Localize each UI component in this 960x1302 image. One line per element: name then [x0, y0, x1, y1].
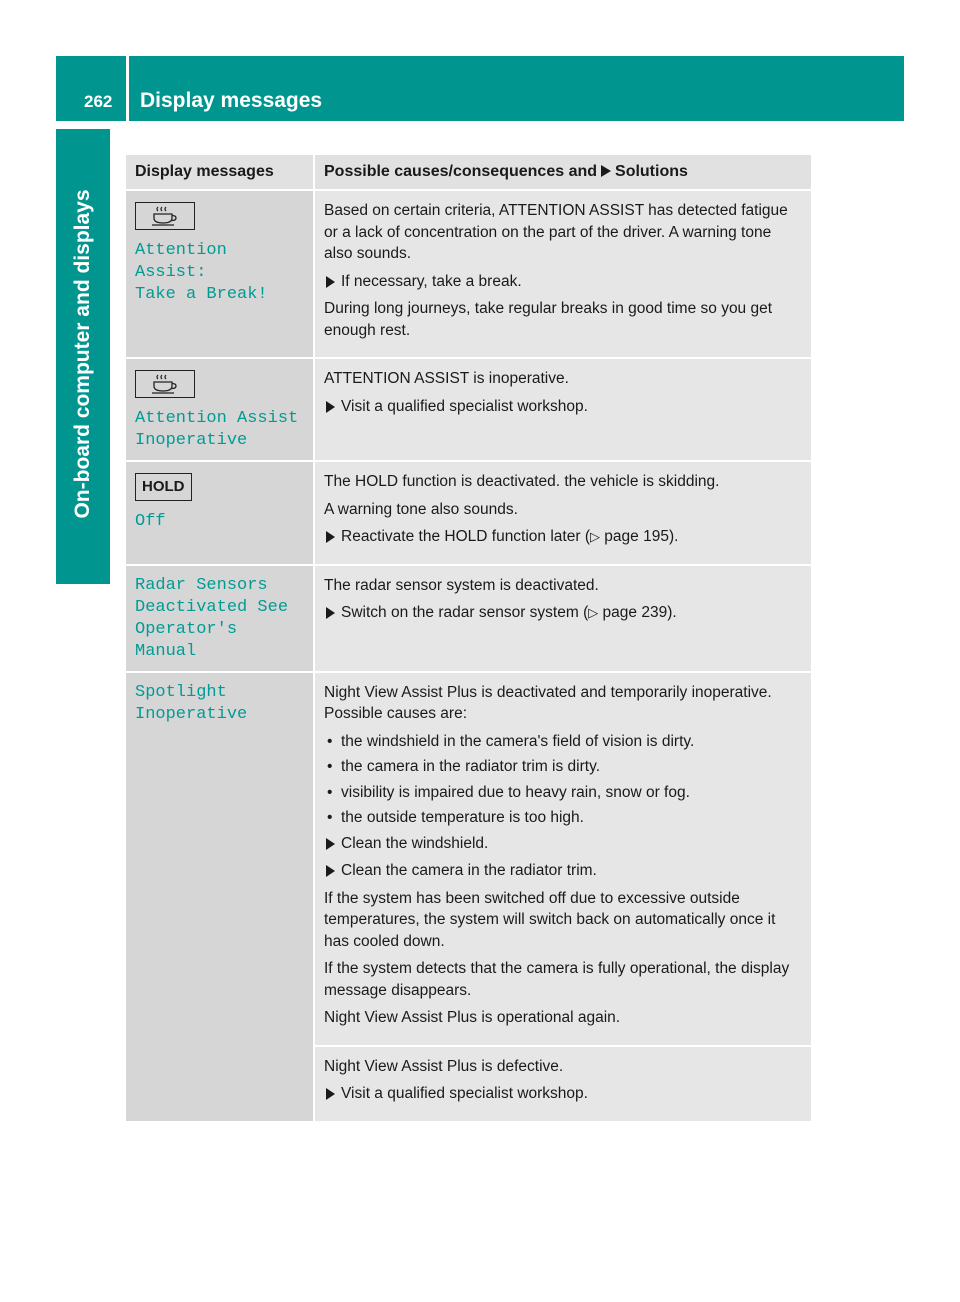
page-number: 262: [84, 92, 113, 111]
side-tab-label: On-board computer and displays: [71, 189, 94, 519]
description: If the system detects that the camera is fully operational, the display message disappears.: [324, 960, 790, 999]
column-header-messages: Display messages: [126, 155, 314, 190]
description: The HOLD function is deactivated. the vehicle is skidding.: [324, 473, 720, 490]
description: Night View Assist Plus is defective.: [324, 1057, 564, 1075]
message-text: Attention Assist: Take a Break!: [135, 241, 268, 304]
solution-step: Clean the windshield.: [324, 833, 803, 855]
table-row: [126, 358, 811, 461]
message-text: Radar Sensors Deactivated See Operator's Manual: [135, 575, 289, 661]
arrow-right-icon: [601, 165, 611, 177]
table-row: [126, 190, 811, 358]
solution-step: Visit a qualified specialist workshop.: [324, 1083, 803, 1105]
list-item: • the camera in the radiator trim is dirty.: [324, 756, 803, 778]
coffee-cup-icon: [135, 370, 195, 398]
solution-step: Reactivate the HOLD function later (▷ page 195).: [324, 526, 803, 548]
page-title: Display messages: [140, 89, 323, 112]
table-row: [126, 461, 811, 565]
header-divider: [126, 56, 129, 121]
table-row: [126, 565, 811, 672]
description: A warning tone also sounds.: [324, 500, 518, 518]
coffee-cup-icon: [135, 202, 195, 230]
solution-step: Switch on the radar sensor system (▷ page 239).: [324, 602, 803, 624]
list-item: • the windshield in the camera's field of vision is dirty.: [324, 731, 803, 753]
description: Based on certain criteria, ATTENTION ASSIST has detected fatigue or a lack of concentration on the part of the driver. A warning tone also sounds.: [324, 202, 788, 262]
solution-step: If necessary, take a break.: [324, 271, 803, 293]
column-header-solutions: Possible causes/consequences and Solutions: [314, 155, 811, 190]
table-header-row: [126, 155, 811, 190]
list-item: • visibility is impaired due to heavy rain, snow or fog.: [324, 782, 803, 804]
list-item: • the outside temperature is too high.: [324, 807, 803, 829]
message-text: Spotlight Inoperative: [135, 682, 248, 724]
display-messages-table: [126, 155, 811, 1121]
solution-step: Visit a qualified specialist workshop.: [324, 396, 803, 418]
description: Night View Assist Plus is operational again.: [324, 1009, 621, 1026]
description: During long journeys, take regular breaks in good time so you get enough rest.: [324, 300, 773, 339]
message-text: Off: [135, 512, 166, 531]
message-text: Attention Assist Inoperative: [135, 409, 299, 450]
description: ATTENTION ASSIST is inoperative.: [324, 370, 569, 387]
description: If the system has been switched off due to excessive outside temperatures, the system will switch back on automatically once it has cooled down.: [324, 889, 776, 950]
description: Night View Assist Plus is deactivated and temporarily inoperative. Possible causes are:: [324, 683, 772, 722]
hold-badge: HOLD: [135, 473, 192, 501]
description: The radar sensor system is deactivated.: [324, 576, 599, 594]
solution-step: Clean the camera in the radiator trim.: [324, 860, 803, 882]
table-row: [126, 672, 811, 1046]
